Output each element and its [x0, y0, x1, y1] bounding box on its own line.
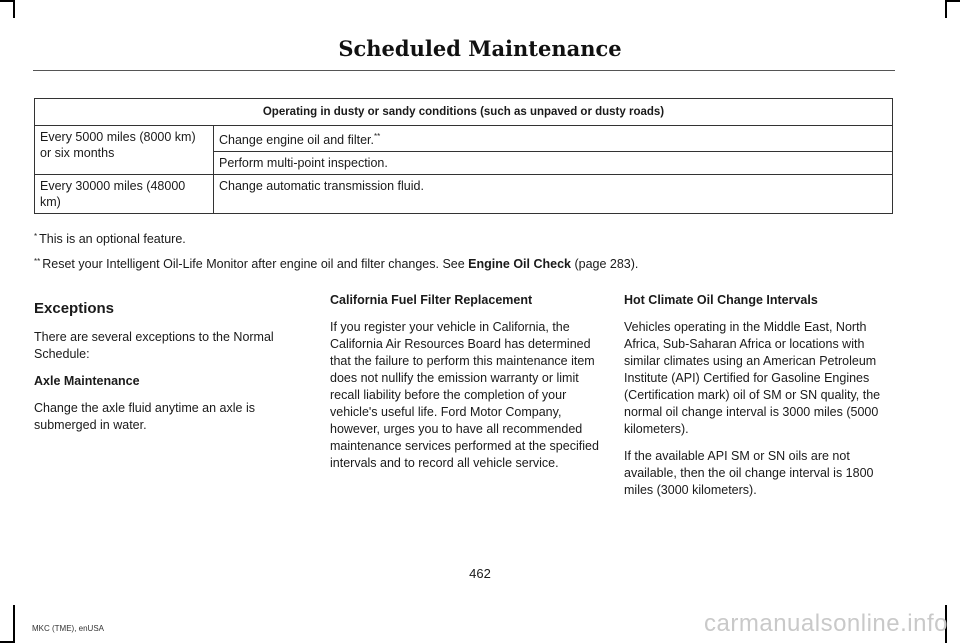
maintenance-table — [34, 98, 893, 214]
crop-mark — [946, 0, 960, 2]
footnote-suffix: (page 283). — [570, 257, 639, 271]
action-cell: Change automatic transmission fluid. — [214, 175, 893, 214]
action-text: Change engine oil and filter. — [219, 133, 374, 148]
interval-cell: Every 30000 miles (48000 km) — [35, 175, 214, 214]
table-row — [35, 126, 893, 152]
column-hot-climate — [624, 292, 896, 509]
table-caption: Operating in dusty or sandy conditions (such as unpaved or dusty roads) — [35, 99, 893, 126]
table-header-row — [35, 99, 893, 126]
page-title: Scheduled Maintenance — [338, 36, 622, 61]
footnote-marker: ** — [34, 257, 41, 266]
footnote-marker: ** — [373, 132, 381, 141]
column-fuel-filter — [330, 292, 608, 482]
watermark: carmanualsonline.info — [704, 610, 948, 637]
page-number: 462 — [469, 566, 491, 581]
cross-reference-link[interactable]: Engine Oil Check — [468, 257, 571, 271]
paragraph: Vehicles operating in the Middle East, North Africa, Sub-Saharan Africa or locations with similar climates using an American Petroleum Institute (API) Certified for Gasoline Engines (Certification mark) oil of SM or SN quality, the normal oil change interval is 3000 miles (5000 kilometers). — [624, 320, 881, 436]
interval-cell: Every 5000 miles (8000 km) or six months — [35, 126, 214, 175]
action-cell — [214, 126, 893, 152]
crop-mark — [945, 0, 947, 18]
paragraph: If you register your vehicle in California, the California Air Resources Board has determined that the failure to perform this maintenance item does not nullify the emission warranty or limit recall liability before the completion of your vehicle's useful life. Ford Motor Company, however, urges you to have all recommended maintenance services performed at the specified intervals and to record all vehicle service. — [330, 320, 599, 470]
column-exceptions — [34, 300, 312, 444]
footnote-text: Reset your Intelligent Oil-Life Monitor after engine oil and filter changes. See — [42, 257, 469, 271]
subsection-heading: California Fuel Filter Replacement — [330, 293, 533, 307]
section-heading: Exceptions — [34, 300, 115, 317]
action-cell: Perform multi-point inspection. — [214, 152, 893, 175]
crop-mark — [13, 605, 15, 643]
subsection-heading: Axle Maintenance — [34, 374, 140, 388]
footnote-marker: * — [34, 232, 38, 241]
document-id: MKC (TME), enUSA — [32, 624, 105, 633]
paragraph: If the available API SM or SN oils are not available, then the oil change interval is 1800 miles (3000 kilometers). — [624, 449, 874, 497]
subsection-heading: Hot Climate Oil Change Intervals — [624, 293, 818, 307]
crop-mark — [13, 0, 15, 18]
title-divider — [33, 70, 895, 71]
table-row — [35, 175, 893, 214]
paragraph: Change the axle fluid anytime an axle is submerged in water. — [34, 401, 255, 432]
footnote-text: This is an optional feature. — [39, 232, 186, 246]
crop-mark — [0, 0, 14, 2]
footnote — [34, 232, 186, 246]
footnote — [34, 257, 638, 271]
paragraph: There are several exceptions to the Normal Schedule: — [34, 330, 274, 361]
